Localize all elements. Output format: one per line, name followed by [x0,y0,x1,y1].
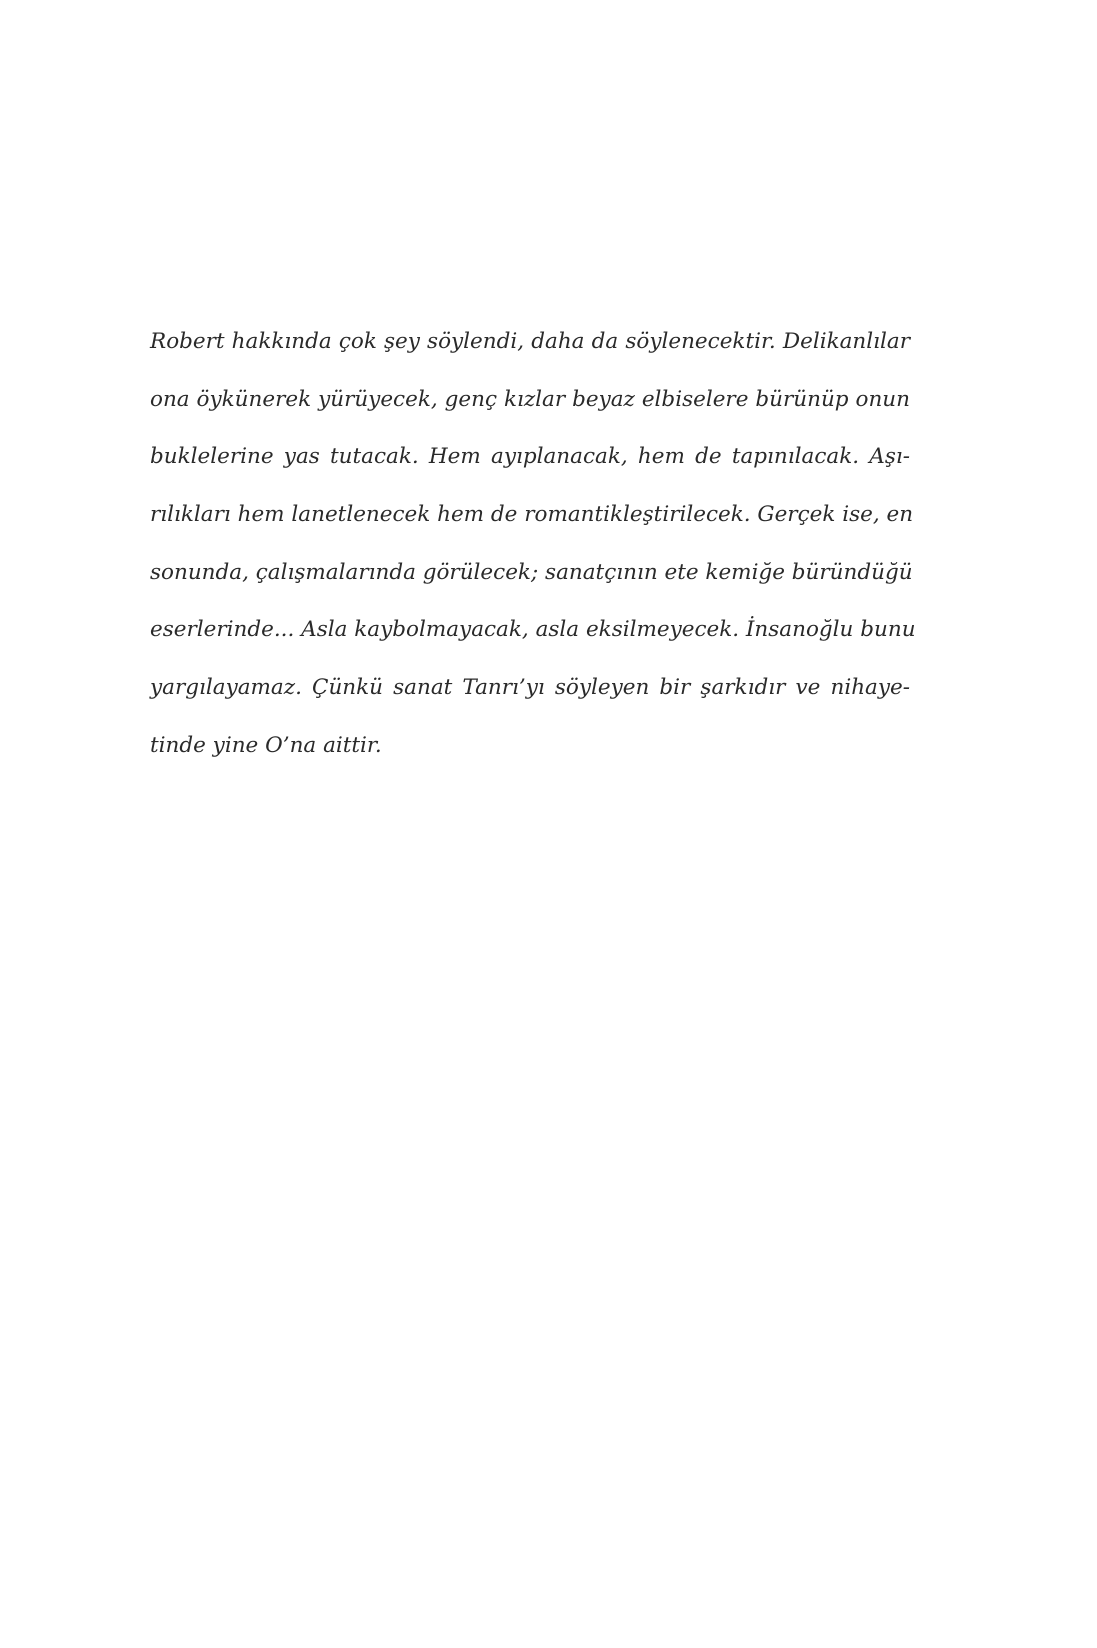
paragraph-line: eserlerinde... Asla kaybolmayacak, asla eksilmeyecek. İnsanoğlu bunu [150,617,916,643]
paragraph-line: rılıkları hem lanetlenecek hem de romantikleştirilecek. Gerçek ise, en [150,502,914,528]
paragraph-line: yargılayamaz. Çünkü sanat Tanrı’yı söyleyen bir şarkıdır ve nihaye- [150,675,910,701]
paragraph-line: ona öykünerek yürüyecek, genç kızlar beyaz elbiselere bürünüp onun [150,386,910,412]
body-paragraph [150,313,916,775]
paragraph-line: buklelerine yas tutacak. Hem ayıplanacak, hem de tapınılacak. Aşı- [150,444,910,470]
paragraph-line: tinde yine O’na aittir. [150,732,382,758]
paragraph-line: sonunda, çalışmalarında görülecek; sanatçının ete kemiğe büründüğü [150,559,913,585]
paragraph-line: Robert hakkında çok şey söylendi, daha da söylenecektir. Delikanlılar [150,329,910,354]
